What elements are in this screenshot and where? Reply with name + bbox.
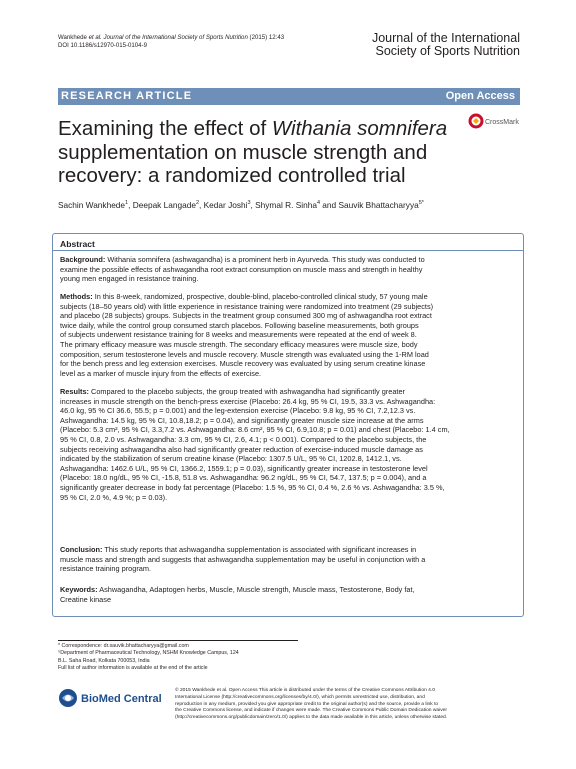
doi: DOI 10.1186/s12970-015-0104-9	[58, 42, 147, 49]
open-access-label: Open Access	[445, 90, 515, 102]
license-line: reproduction in any medium, provided you give appropriate credit to the original author(s) and the source, provide a link to	[175, 701, 439, 707]
results-line: (Placebo: 5.3 cm², 95 % CI, 3.3,7.2 vs. Ashwagandha: 8.6 cm², 95 % CI, 6.9,10.8; p = 0.01) and chest (Placebo: 1.4 cm,	[60, 425, 450, 435]
bmc-logo-label: BioMed Central	[81, 693, 162, 705]
abstract-keywords	[60, 585, 518, 604]
methods-line: for the bench press and leg extension exercises. Muscle recovery was evaluated by using serum creatine kinase	[60, 359, 426, 369]
article-type-band	[58, 88, 520, 105]
results-line: subjects receiving ashwagandha also had significantly greater reduction of exercise-induced muscle damage as	[60, 444, 423, 454]
methods-line: of subjects underwent resistance training for 8 weeks and measurements were repeated at the end of week 8.	[60, 330, 417, 340]
author[interactable]	[133, 200, 199, 210]
abstract-divider	[52, 250, 524, 251]
footnotes	[58, 643, 288, 673]
citation-authors: Wankhede	[58, 34, 89, 41]
author[interactable]	[338, 200, 423, 210]
license-line: © 2015 Wankhede et al. Open Access This article is distributed under the terms of the Creative Commons Attribution 4.0	[175, 688, 435, 693]
license-line: the Creative Commons license, and indicate if changes were made. The Creative Commons Public Domain Dedication waiver	[175, 708, 448, 714]
methods-line: subjects (18–50 years old) with little experience in resistance training were randomized into treatment (29 subjects)	[60, 301, 434, 311]
crossmark-badge[interactable]	[468, 112, 526, 130]
author-affil: 3	[247, 200, 251, 207]
keywords-line: Creatine kinase	[60, 594, 112, 604]
article-type: RESEARCH ARTICLE	[61, 90, 193, 102]
keywords-text: Ashwagandha, Adaptogen herbs, Muscle, Muscle strength, Muscle mass, Testosterone, Body fat,	[99, 585, 415, 594]
crossmark-label: CrossMark	[485, 119, 519, 126]
background-line	[60, 255, 518, 265]
author-affil: 2	[195, 200, 199, 207]
background-text: Withania somnifera (ashwagandha) is a prominent herb in Ayurveda. This study was conducted to	[107, 255, 425, 264]
correspondence[interactable]: * Correspondence: dr.sauvik.bhattacharyya@gmail.com	[58, 643, 189, 649]
keywords-label: Keywords:	[60, 585, 98, 594]
author-name: Shymal R. Sinha	[255, 200, 317, 210]
results-line: (Placebo: 18.0 ng/dL, 95 % CI, -15.8, 51.8 vs. Ashwagandha: 96.2 ng/dL, 95 % CI, 54.7, 137.5; p = 0.004), and a	[60, 473, 427, 483]
title-line-1	[58, 117, 458, 141]
methods-text: In this 8-week, randomized, prospective, double-blind, placebo-controlled clinical study, 57 young male	[94, 292, 428, 301]
conclusion-text: This study reports that ashwagandha supplementation is associated with significant increases in	[104, 545, 417, 554]
citation-journal: Journal of the International Society of Sports Nutrition	[103, 34, 248, 41]
methods-line	[60, 292, 518, 302]
results-line: significantly greater decrease in body fat percentage (Placebo: 1.5 %, 95 % CI, 0.4 %, 2.6 % vs. Ashwagandha: 3.5 %,	[60, 482, 445, 492]
methods-line: twice daily, while the control group consumed starch placebos. Following baseline measurements, both groups	[60, 320, 419, 330]
abstract-methods	[60, 292, 518, 378]
results-line: 95 % CI, 0.8, 2.0 vs. Ashwagandha: 3.3 cm, 95 % CI, 2.6, 4.1; p < 0.001). Compared to the placebo subjects, the	[60, 434, 427, 444]
results-line: 95 % CI, 2.0 %, 4.9 %; p = 0.03).	[60, 492, 168, 502]
abstract-background	[60, 255, 518, 284]
abstract-heading: Abstract	[60, 239, 95, 249]
results-line: Ashwagandha: 14.5 kg, 95 % CI, 10.8,18.2; p = 0.04), and significantly greater muscle size increase at the arms	[60, 415, 424, 425]
affiliation-line: ⁵Department of Pharmaceutical Technology, NSHM Knowledge Campus, 124	[58, 650, 239, 657]
methods-line: level as a marker of muscle injury from the effects of exercise.	[60, 368, 262, 378]
author[interactable]	[204, 200, 251, 210]
conclusion-line: resistance training program.	[60, 564, 152, 574]
author[interactable]	[58, 200, 128, 210]
conclusion-label: Conclusion:	[60, 545, 103, 554]
author-info-note: Full list of author information is available at the end of the article	[58, 665, 208, 672]
author-name: Sauvik Bhattacharyya	[338, 200, 419, 210]
bmc-logo-icon	[58, 687, 168, 709]
citation-rest: (2015) 12:43	[247, 34, 285, 41]
footnote-divider	[58, 640, 298, 641]
license-line: International License (http://creativecommons.org/licenses/by/4.0/), which permits unrestricted use, distribution, and	[175, 694, 425, 700]
author-affil: 5*	[418, 200, 424, 207]
author-affil: 1	[125, 200, 129, 207]
license-text	[175, 688, 525, 722]
journal-name	[372, 32, 520, 58]
title-italic: Withania somnifera	[271, 117, 448, 140]
results-label: Results:	[60, 387, 89, 396]
journal-line-1: Journal of the International	[371, 31, 520, 45]
results-line	[60, 387, 518, 397]
abstract-conclusion	[60, 545, 518, 574]
article-title	[58, 117, 458, 188]
abstract-results	[60, 387, 518, 502]
results-line: indicated by the stabilization of serum creatine kinase (Placebo: 1307.5 U/L, 95 % CI, 1202.8, 1412.1, vs.	[60, 454, 402, 464]
methods-label: Methods:	[60, 292, 93, 301]
background-label: Background:	[60, 255, 106, 264]
crossmark-icon	[468, 112, 526, 130]
methods-line: and placebo (28 subjects) groups. Subjects in the treatment group consumed 300 mg of ashwagandha root extract	[60, 311, 432, 321]
results-line: 46.0 kg, 95 % CI 36.6, 55.5; p = 0.001) and the leg-extension exercise (Placebo: 9.8 kg, 95 % CI, 7.2,12.3 vs.	[60, 406, 416, 416]
biomed-central-logo	[58, 687, 168, 709]
background-line: young men engaged in resistance training.	[60, 274, 199, 284]
title-line-3: recovery: a randomized controlled trial	[58, 164, 406, 187]
title-line-2: supplementation on muscle strength and	[58, 140, 428, 164]
keywords-line	[60, 585, 518, 595]
author-affil: 4	[316, 200, 320, 207]
methods-line: composition, serum testosterone levels and muscle recovery. Muscle strength was evaluated using the 1-RM load	[60, 349, 429, 359]
journal-line-2: Society of Sports Nutrition	[375, 44, 520, 58]
background-line: examine the possible effects of ashwagandha root extract consumption on muscle mass and strength in healthy	[60, 264, 423, 274]
author-name: Sachin Wankhede	[58, 200, 126, 210]
results-line: Ashwagandha: 1462.6 U/L, 95 % CI, 1366.2, 1559.1; p = 0.03), significantly greater increase in testosterone level	[60, 463, 428, 473]
author-name: Deepak Langade	[132, 200, 196, 210]
citation-line	[58, 34, 358, 42]
citation-header	[58, 34, 358, 50]
affiliation-line: B.L. Saha Road, Kolkata 700053, India	[58, 657, 150, 664]
conclusion-line: muscle mass and strength and suggests that ashwagandha supplementation may be useful in conjunction with a	[60, 554, 426, 564]
results-text: Compared to the placebo subjects, the group treated with ashwagandha had significantly greater	[91, 387, 405, 396]
author-list: Sachin Wankhede$^1$, Deepak Langade$^2$, Kedar Joshi$^3$, Shymal R. Sinha$^4$ and Sauvik Bhattacharyya$^{5*}$	[58, 200, 424, 210]
citation-etal: et al.	[88, 34, 102, 41]
license-line: (http://creativecommons.org/publicdomain/zero/1.0/) applies to the data made available in this article, unless otherwise stated.	[175, 715, 448, 721]
methods-line: The primary efficacy measure was muscle strength. The secondary efficacy measures were muscle size, body	[60, 339, 418, 349]
results-line: increases in muscle strength on the bench-press exercise (Placebo: 26.4 kg, 95 % CI, 19.5, 33.3 vs. Ashwagandha:	[60, 396, 436, 406]
conclusion-line	[60, 545, 518, 555]
title-line-1-text: Examining the effect of	[58, 117, 272, 140]
author-name: Kedar Joshi	[203, 200, 248, 210]
author[interactable]	[255, 200, 320, 210]
